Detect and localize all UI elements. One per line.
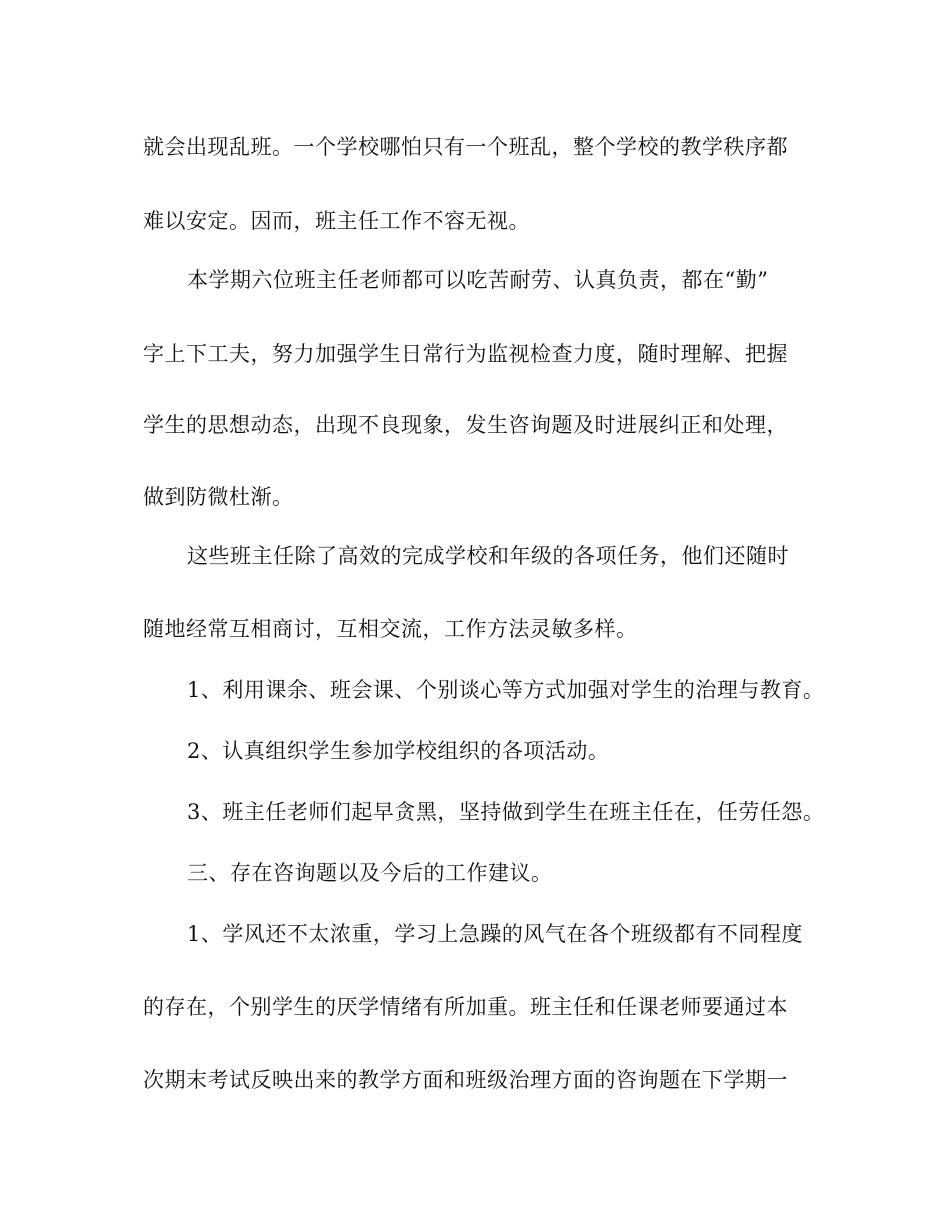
list-item-1: 1、利用课余、班会课、个别谈心等方式加强对学生的治理与教育。 <box>187 678 825 702</box>
section-heading: 三、存在咨询题以及今后的工作建议。 <box>187 861 553 885</box>
text-line-2: 难以安定。因而，班主任工作不容无视。 <box>143 209 530 233</box>
text-line-4: 字上下工夫，努力加强学生日常行为监视检查力度，随时理解、把握 <box>143 342 788 366</box>
text-line-1: 就会出现乱班。一个学校哪怕只有一个班乱，整个学校的教学秩序都 <box>143 135 788 159</box>
list-item-2: 2、认真组织学生参加学校组织的各项活动。 <box>187 739 610 763</box>
text-line-14: 的存在，个别学生的厌学情绪有所加重。班主任和任课老师要通过本 <box>143 995 788 1019</box>
paragraph-start-line: 1、学风还不太浓重，学习上急躁的风气在各个班级都有不同程度 <box>187 922 803 946</box>
paragraph-start-line: 这些班主任除了高效的完成学校和年级的各项任务，他们还随时 <box>187 544 789 568</box>
text-line-8: 随地经常互相商讨，互相交流，工作方法灵敏多样。 <box>143 617 638 641</box>
list-item-3: 3、班主任老师们起早贪黑，坚持做到学生在班主任在，任劳任怨。 <box>187 800 825 824</box>
paragraph-start-line: 本学期六位班主任老师都可以吃苦耐劳、认真负责，都在“勤” <box>187 268 769 292</box>
text-line-5: 学生的思想动态，出现不良现象，发生咨询题及时进展纠正和处理， <box>143 413 788 437</box>
text-line-15: 次期末考试反映出来的教学方面和班级治理方面的咨询题在下学期一 <box>143 1068 788 1092</box>
text-line-6: 做到防微杜渐。 <box>143 485 294 509</box>
